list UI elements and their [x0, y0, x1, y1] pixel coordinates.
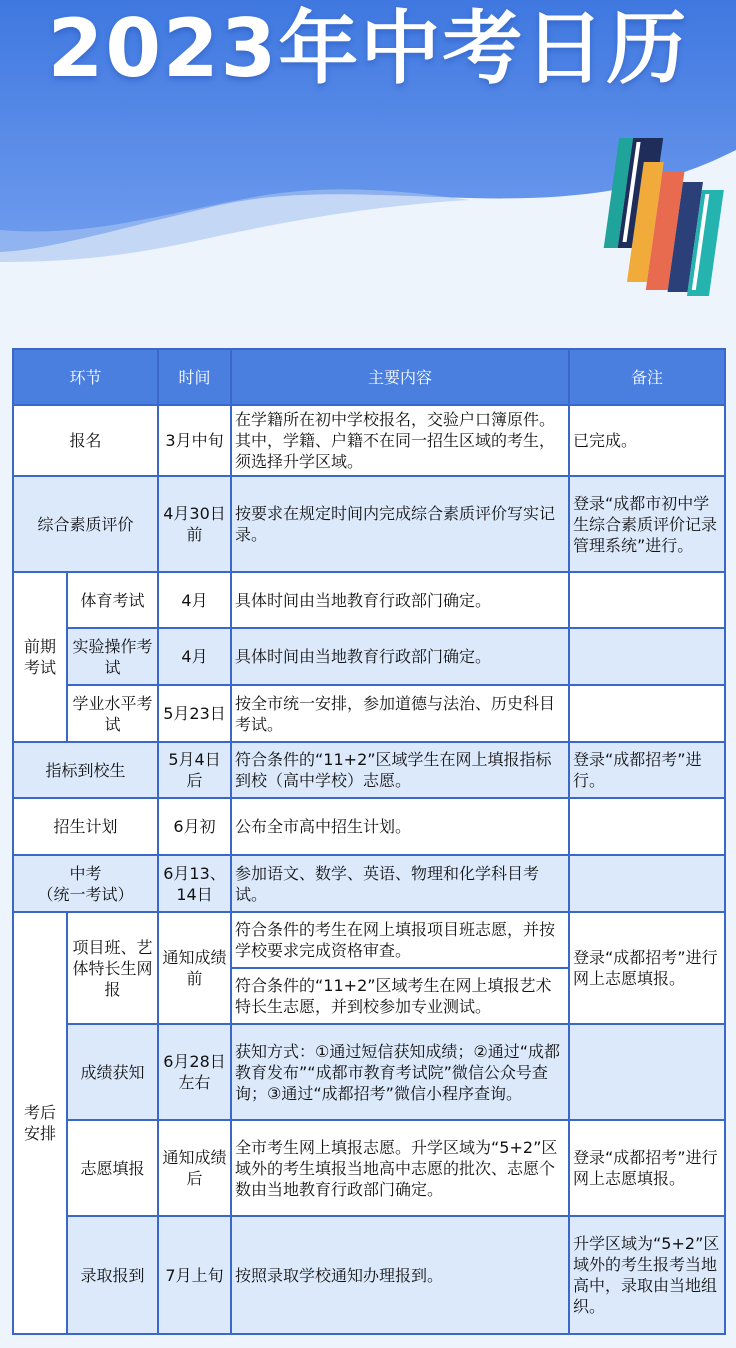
stage-line: （统一考试） — [37, 884, 134, 904]
time-cell: 5月23日 — [158, 685, 231, 742]
note-cell: 登录“成都招考”进行。 — [569, 742, 725, 798]
content-cell: 符合条件的“11+2”区域考生在网上填报艺术特长生志愿，并到校参加专业测试。 — [231, 968, 569, 1024]
stage-cell: 体育考试 — [67, 572, 158, 628]
table-row — [13, 798, 725, 855]
header-time: 时间 — [158, 349, 231, 405]
table-row — [13, 855, 725, 912]
content-cell: 获知方式：①通过短信获知成绩；②通过“成都教育发布”“成都市教育考试院”微信公众号查询；③通过“成都招考”微信小程序查询。 — [231, 1024, 569, 1120]
time-cell: 通知成绩前 — [158, 912, 231, 1024]
table-row — [13, 476, 725, 572]
content-cell: 参加语文、数学、英语、物理和化学科目考试。 — [231, 855, 569, 912]
table-row — [13, 405, 725, 476]
note-cell — [569, 855, 725, 912]
note-cell — [569, 685, 725, 742]
content-cell: 按全市统一安排，参加道德与法治、历史科目考试。 — [231, 685, 569, 742]
stage-cell: 学业水平考试 — [67, 685, 158, 742]
stage-cell: 综合素质评价 — [13, 476, 158, 572]
table-row — [13, 1024, 725, 1120]
stage-cell — [13, 855, 158, 912]
note-cell: 升学区域为“5+2”区域外的考生报考当地高中，录取由当地组织。 — [569, 1216, 725, 1334]
table-row — [13, 628, 725, 685]
header-stage: 环节 — [13, 349, 158, 405]
time-cell: 通知成绩后 — [158, 1120, 231, 1216]
content-cell: 全市考生网上填报志愿。升学区域为“5+2”区域外的考生填报当地高中志愿的批次、志愿个数由当地教育行政部门确定。 — [231, 1120, 569, 1216]
content-cell: 具体时间由当地教育行政部门确定。 — [231, 572, 569, 628]
stage-cell: 指标到校生 — [13, 742, 158, 798]
content-cell: 具体时间由当地教育行政部门确定。 — [231, 628, 569, 685]
note-cell — [569, 1024, 725, 1120]
note-cell — [569, 628, 725, 685]
page-title: 2023年中考日历 — [47, 2, 689, 95]
note-cell: 登录“成都招考”进行网上志愿填报。 — [569, 1120, 725, 1216]
content-cell: 按要求在规定时间内完成综合素质评价写实记录。 — [231, 476, 569, 572]
header-banner — [0, 0, 736, 340]
stage-cell: 报名 — [13, 405, 158, 476]
time-cell: 5月4日后 — [158, 742, 231, 798]
time-cell: 7月上旬 — [158, 1216, 231, 1334]
time-cell: 6月初 — [158, 798, 231, 855]
stage-cell: 志愿填报 — [67, 1120, 158, 1216]
stage-cell: 成绩获知 — [67, 1024, 158, 1120]
time-cell: 4月 — [158, 572, 231, 628]
content-cell: 符合条件的“11+2”区域学生在网上填报指标到校（高中学校）志愿。 — [231, 742, 569, 798]
stage-line: 中考 — [69, 863, 102, 883]
table-row — [13, 685, 725, 742]
time-cell: 6月28日左右 — [158, 1024, 231, 1120]
time-cell: 4月 — [158, 628, 231, 685]
stage-cell: 招生计划 — [13, 798, 158, 855]
note-cell: 登录“成都招考”进行网上志愿填报。 — [569, 912, 725, 1024]
books-icon — [598, 132, 736, 302]
schedule-table — [12, 348, 726, 1335]
stage-cell: 录取报到 — [67, 1216, 158, 1334]
content-cell: 在学籍所在初中学校报名，交验户口簿原件。其中，学籍、户籍不在同一招生区域的考生，须选择升学区域。 — [231, 405, 569, 476]
group-cell: 考后安排 — [13, 912, 67, 1334]
stage-cell: 项目班、艺体特长生网报 — [67, 912, 158, 1024]
table-row — [13, 1216, 725, 1334]
table-row — [13, 742, 725, 798]
table-row — [13, 572, 725, 628]
content-cell: 公布全市高中招生计划。 — [231, 798, 569, 855]
group-cell: 前期考试 — [13, 572, 67, 742]
time-cell: 6月13、14日 — [158, 855, 231, 912]
time-cell: 4月30日前 — [158, 476, 231, 572]
note-cell — [569, 572, 725, 628]
table-row — [13, 912, 725, 968]
content-cell: 符合条件的考生在网上填报项目班志愿，并按学校要求完成资格审查。 — [231, 912, 569, 968]
header-content: 主要内容 — [231, 349, 569, 405]
note-cell — [569, 798, 725, 855]
time-cell: 3月中旬 — [158, 405, 231, 476]
table-header-row — [13, 349, 725, 405]
table-row — [13, 1120, 725, 1216]
header-note: 备注 — [569, 349, 725, 405]
note-cell: 登录“成都市初中学生综合素质评价记录管理系统”进行。 — [569, 476, 725, 572]
content-cell: 按照录取学校通知办理报到。 — [231, 1216, 569, 1334]
stage-cell: 实验操作考试 — [67, 628, 158, 685]
note-cell: 已完成。 — [569, 405, 725, 476]
